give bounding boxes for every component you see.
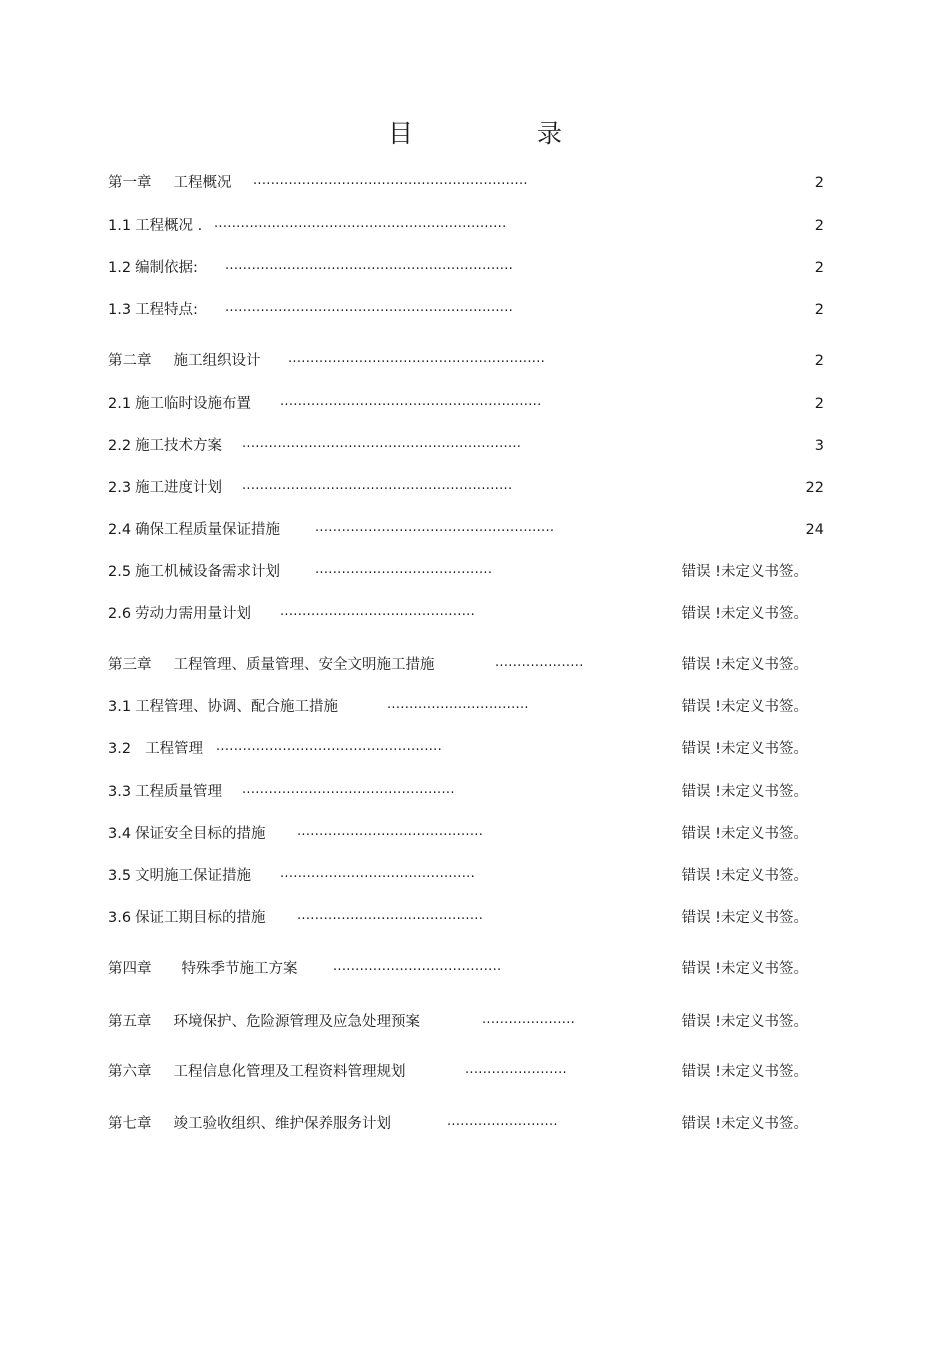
toc-leader-dots: .................................................................. xyxy=(214,216,507,231)
toc-leader-dots: .......................................................... xyxy=(288,351,546,366)
toc-leader-dots: ................................................................. xyxy=(225,300,514,315)
toc-page-number: 错误 !未定义书签。 xyxy=(681,1064,808,1080)
toc-leader-dots: .......................................... xyxy=(297,908,484,923)
toc-entry-title xyxy=(108,695,338,719)
toc-entry-text: 工程质量管理 xyxy=(135,784,223,800)
toc-page-number: 24 xyxy=(805,522,824,538)
toc-page-number: 错误 !未定义书签。 xyxy=(681,826,808,842)
toc-entry-number: 2.2 xyxy=(108,438,132,454)
toc-entry[interactable] xyxy=(108,214,824,238)
toc-leader-dots: ...................................... xyxy=(333,959,502,974)
toc-entry[interactable] xyxy=(108,298,824,322)
toc-entry-title xyxy=(108,653,435,677)
toc-leader-dots: ............................................ xyxy=(280,866,476,881)
toc-entry-text: 工程信息化管理及工程资料管理规划 xyxy=(173,1064,406,1080)
toc-entry-text: 工程管理、质量管理、安全文明施工措施 xyxy=(173,657,435,673)
toc-entry-title xyxy=(108,1112,391,1136)
toc-entry-number: 1.3 xyxy=(108,302,132,318)
toc-page-number: 错误 !未定义书签。 xyxy=(681,699,808,715)
toc-entry[interactable] xyxy=(108,1010,824,1034)
toc-entry[interactable] xyxy=(108,653,824,677)
toc-leader-dots: .............................................................. xyxy=(253,173,528,188)
toc-entry-number: 3.4 xyxy=(108,826,132,842)
toc-entry-text: 保证工期目标的措施 xyxy=(135,910,266,926)
toc-entry-number: 第三章 xyxy=(108,657,152,673)
toc-page-number: 错误 !未定义书签。 xyxy=(681,961,808,977)
toc-page-number: 错误 !未定义书签。 xyxy=(681,564,808,580)
toc-leader-dots: ...................................................... xyxy=(315,520,555,535)
toc-entry-title xyxy=(108,476,222,500)
toc-entry-title xyxy=(108,560,280,584)
toc-entry-number: 3.6 xyxy=(108,910,132,926)
toc-entry-text: 工程特点: xyxy=(135,302,198,318)
toc-entry-title xyxy=(108,957,298,981)
toc-entry-title xyxy=(108,518,280,542)
toc-page-number: 错误 !未定义书签。 xyxy=(681,868,808,884)
toc-entry[interactable] xyxy=(108,1060,824,1084)
toc-entry-number: 2.4 xyxy=(108,522,132,538)
toc-page-number: 错误 !未定义书签。 xyxy=(681,784,808,800)
toc-entry-title xyxy=(108,349,261,373)
toc-entry[interactable] xyxy=(108,518,824,542)
toc-entry-text: 工程概况 xyxy=(173,175,232,191)
toc-page-number: 错误 !未定义书签。 xyxy=(681,910,808,926)
toc-entry[interactable] xyxy=(108,822,824,846)
toc-entry-text: 文明施工保证措施 xyxy=(135,868,252,884)
toc-entry-text: 劳动力需用量计划 xyxy=(135,606,252,622)
toc-entry-text: 施工进度计划 xyxy=(135,480,223,496)
page-title: 目 录 xyxy=(388,119,620,148)
toc-entry-text: 工程管理、协调、配合施工措施 xyxy=(135,699,339,715)
toc-entry-number: 2.3 xyxy=(108,480,132,496)
toc-leader-dots: ................................................................. xyxy=(225,258,514,273)
toc-entry-title xyxy=(108,780,222,804)
toc-entry-text: 确保工程质量保证措施 xyxy=(135,522,281,538)
toc-entry[interactable] xyxy=(108,476,824,500)
toc-entry-title xyxy=(108,737,203,761)
toc-entry-text: 工程概况 . xyxy=(135,218,203,234)
toc-page-number: 错误 !未定义书签。 xyxy=(681,1014,808,1030)
toc-entry-title xyxy=(108,822,266,846)
toc-entry-title xyxy=(108,392,251,416)
toc-entry-title xyxy=(108,434,222,458)
toc-entry-text: 保证安全目标的措施 xyxy=(135,826,266,842)
toc-entry-number: 2.1 xyxy=(108,396,132,412)
toc-entry-title xyxy=(108,1010,420,1034)
toc-page-number: 2 xyxy=(814,218,824,234)
toc-page-number: 错误 !未定义书签。 xyxy=(681,606,808,622)
toc-entry[interactable] xyxy=(108,864,824,888)
toc-leader-dots: ........................................ xyxy=(315,562,493,577)
toc-entry[interactable] xyxy=(108,906,824,930)
toc-page-number: 错误 !未定义书签。 xyxy=(681,741,808,757)
toc-entry-text: 施工技术方案 xyxy=(135,438,223,454)
toc-entry-number: 2.6 xyxy=(108,606,132,622)
toc-entry[interactable] xyxy=(108,957,824,981)
toc-entry-number: 2.5 xyxy=(108,564,132,580)
toc-entry-number: 第一章 xyxy=(108,175,152,191)
toc-entry[interactable] xyxy=(108,602,824,626)
toc-page-number: 22 xyxy=(805,480,824,496)
toc-entry-text: 特殊季节施工方案 xyxy=(181,961,298,977)
toc-entry-number: 3.5 xyxy=(108,868,132,884)
toc-entry[interactable] xyxy=(108,434,824,458)
toc-leader-dots: ........................................................... xyxy=(280,394,542,409)
toc-entry-title xyxy=(108,171,232,195)
toc-entry-number: 3.3 xyxy=(108,784,132,800)
toc-leader-dots: ................................................ xyxy=(242,782,455,797)
toc-page-number: 错误 !未定义书签。 xyxy=(681,657,808,673)
toc-entry[interactable] xyxy=(108,695,824,719)
toc-entry[interactable] xyxy=(108,349,824,373)
toc-page-number: 3 xyxy=(814,438,824,454)
toc-entry-number: 第七章 xyxy=(108,1116,152,1132)
toc-page-number: 2 xyxy=(814,260,824,276)
toc-page-number: 2 xyxy=(814,175,824,191)
toc-leader-dots: ............................................................. xyxy=(242,478,513,493)
toc-entry-number: 第六章 xyxy=(108,1064,152,1080)
toc-entry-title xyxy=(108,214,202,238)
toc-entry-number: 1.1 xyxy=(108,218,132,234)
toc-entry-number: 第四章 xyxy=(108,961,152,977)
toc-entry-title xyxy=(108,864,251,888)
toc-entry-number: 1.2 xyxy=(108,260,132,276)
toc-entry[interactable] xyxy=(108,560,824,584)
toc-entry-text: 编制依据: xyxy=(135,260,198,276)
toc-entry-number: 第五章 xyxy=(108,1014,152,1030)
toc-entry[interactable] xyxy=(108,737,824,761)
toc-entry-text: 工程管理 xyxy=(145,741,204,757)
toc-entry[interactable] xyxy=(108,780,824,804)
toc-page-number: 2 xyxy=(814,353,824,369)
toc-leader-dots: ......................... xyxy=(447,1114,558,1129)
toc-entry[interactable] xyxy=(108,392,824,416)
toc-entry-title xyxy=(108,256,198,280)
toc-entry[interactable] xyxy=(108,256,824,280)
toc-entry[interactable] xyxy=(108,1112,824,1136)
toc-entry-number: 3.2 xyxy=(108,741,132,757)
toc-entry-number: 第二章 xyxy=(108,353,152,369)
toc-leader-dots: ....................... xyxy=(465,1062,567,1077)
toc-leader-dots: ..................... xyxy=(482,1012,576,1027)
toc-page-number: 错误 !未定义书签。 xyxy=(681,1116,808,1132)
toc-leader-dots: ............................................................... xyxy=(242,436,522,451)
toc-entry-text: 施工机械设备需求计划 xyxy=(135,564,281,580)
toc-leader-dots: .................... xyxy=(495,655,584,670)
toc-entry-text: 环境保护、危险源管理及应急处理预案 xyxy=(173,1014,420,1030)
toc-entry-title xyxy=(108,298,198,322)
toc-entry-title xyxy=(108,1060,406,1084)
toc-entry-text: 施工临时设施布置 xyxy=(135,396,252,412)
toc-page-number: 2 xyxy=(814,396,824,412)
toc-leader-dots: .......................................... xyxy=(297,824,484,839)
toc-leader-dots: ............................................ xyxy=(280,604,476,619)
toc-leader-dots: ................................ xyxy=(387,697,529,712)
toc-entry-text: 施工组织设计 xyxy=(173,353,261,369)
toc-entry-number: 3.1 xyxy=(108,699,132,715)
toc-entry-title xyxy=(108,602,251,626)
toc-leader-dots: ................................................... xyxy=(216,739,443,754)
toc-page-number: 2 xyxy=(814,302,824,318)
toc-entry[interactable] xyxy=(108,171,824,195)
toc-entry-title xyxy=(108,906,266,930)
toc-entry-text: 竣工验收组织、维护保养服务计划 xyxy=(173,1116,391,1132)
